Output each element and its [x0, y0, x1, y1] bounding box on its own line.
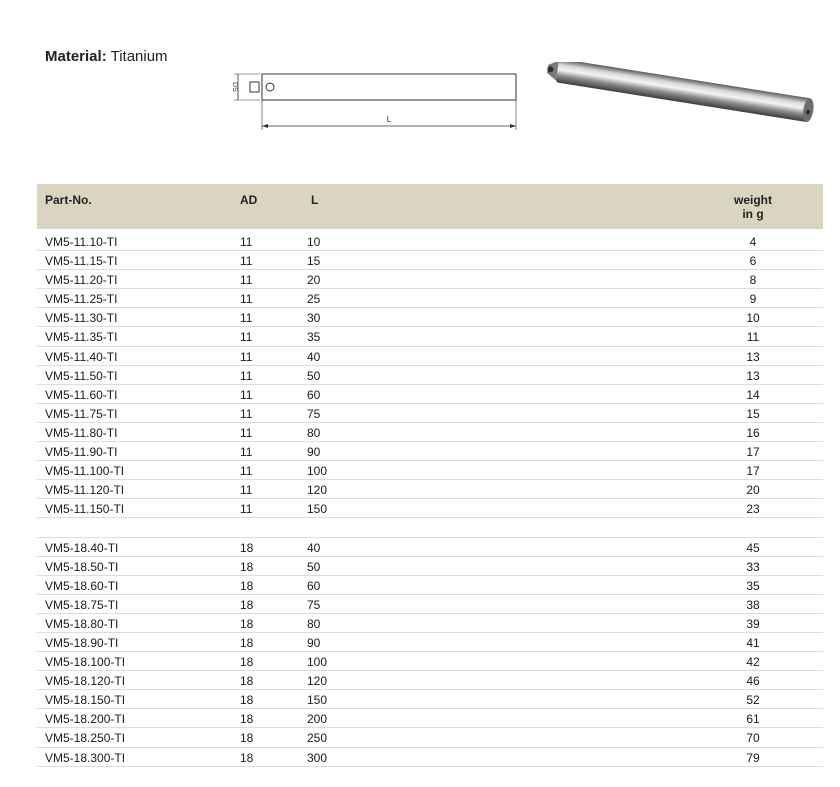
technical-drawing [222, 66, 522, 136]
table-header [37, 184, 823, 229]
cell-l: 90 [307, 445, 321, 460]
table-row [37, 595, 823, 614]
cell-l: 150 [307, 502, 328, 517]
stylus-drawing-svg [222, 66, 522, 136]
cell-ad: 18 [240, 635, 254, 650]
cell-part-no: VM5-11.90-TI [45, 445, 118, 460]
cell-weight: 38 [746, 597, 760, 612]
table-row [37, 270, 823, 289]
l-arrow-left [262, 124, 268, 128]
cell-l: 150 [307, 693, 328, 708]
table-row [37, 728, 823, 747]
header-ad: AD [240, 193, 258, 207]
material-value: Titanium [110, 48, 168, 65]
cell-part-no: VM5-11.30-TI [45, 311, 118, 326]
cell-ad: 18 [240, 578, 254, 593]
cell-part-no: VM5-18.200-TI [45, 712, 126, 727]
cell-part-no: VM5-18.60-TI [45, 578, 119, 593]
cell-weight: 16 [746, 425, 760, 440]
cell-ad: 18 [240, 540, 254, 555]
cell-weight: 52 [746, 693, 760, 708]
cell-ad: 18 [240, 674, 254, 689]
cell-l: 80 [307, 616, 321, 631]
cell-ad: 11 [240, 483, 253, 498]
table-row [37, 385, 823, 404]
cell-weight: 11 [746, 330, 760, 345]
cell-part-no: VM5-18.50-TI [45, 559, 119, 574]
cell-part-no: VM5-18.150-TI [45, 693, 126, 708]
cell-ad: 11 [240, 292, 253, 307]
header-l: L [311, 193, 319, 207]
cell-l: 20 [307, 273, 321, 288]
cell-weight: 9 [749, 292, 757, 307]
cell-l: 200 [307, 712, 328, 727]
table-row [37, 690, 823, 709]
cell-part-no: VM5-18.75-TI [45, 597, 119, 612]
cell-ad: 11 [240, 330, 253, 345]
table-row [37, 538, 823, 557]
cell-l: 35 [307, 330, 321, 345]
cell-weight: 45 [746, 540, 760, 555]
photo-rod [556, 62, 813, 122]
cell-weight: 6 [749, 254, 757, 269]
cell-ad: 18 [240, 712, 254, 727]
cell-weight: 39 [746, 616, 760, 631]
cell-part-no: VM5-11.120-TI [45, 483, 125, 498]
cell-part-no: VM5-11.50-TI [45, 368, 118, 383]
cell-ad: 18 [240, 655, 254, 670]
cell-weight: 70 [746, 731, 760, 746]
cell-ad: 11 [240, 464, 253, 479]
cell-weight: 20 [746, 483, 760, 498]
cell-ad: 18 [240, 559, 254, 574]
cell-l: 75 [307, 406, 321, 421]
table-spacer-row [37, 518, 823, 537]
cell-l: 50 [307, 559, 321, 574]
cell-l: 120 [307, 674, 328, 689]
cell-weight: 33 [746, 559, 760, 574]
cell-ad: 18 [240, 731, 254, 746]
cell-l: 300 [307, 750, 328, 765]
table-row [37, 308, 823, 327]
cell-weight: 10 [746, 311, 760, 326]
cell-part-no: VM5-11.25-TI [45, 292, 118, 307]
cell-weight: 13 [746, 368, 760, 383]
table-row [37, 327, 823, 346]
product-photo [540, 62, 820, 142]
cell-part-no: VM5-11.75-TI [45, 406, 118, 421]
cell-weight: 61 [746, 712, 760, 727]
cell-weight: 13 [746, 349, 760, 364]
table-body [37, 232, 823, 767]
cell-part-no: VM5-11.150-TI [45, 502, 125, 517]
cell-part-no: VM5-18.100-TI [45, 655, 126, 670]
cell-l: 100 [307, 655, 328, 670]
table-row [37, 557, 823, 576]
cell-part-no: VM5-11.100-TI [45, 464, 125, 479]
l-label: L [386, 115, 392, 124]
table-row [37, 633, 823, 652]
header-part-no: Part-No. [45, 193, 92, 207]
cell-ad: 11 [240, 273, 253, 288]
cell-weight: 35 [746, 578, 760, 593]
cell-ad: 11 [240, 406, 253, 421]
cell-weight: 17 [746, 464, 760, 479]
cell-ad: 11 [240, 235, 253, 249]
cell-ad: 11 [240, 368, 253, 383]
cell-l: 60 [307, 387, 321, 402]
header-weight-line1: weight [734, 193, 772, 207]
cell-l: 80 [307, 425, 321, 440]
cell-l: 30 [307, 311, 321, 326]
cell-part-no: VM5-11.40-TI [45, 349, 118, 364]
cell-ad: 11 [240, 254, 253, 269]
drawing-body [262, 74, 516, 100]
table-row [37, 289, 823, 308]
cell-ad: 11 [240, 349, 253, 364]
cell-ad: 11 [240, 311, 253, 326]
table-row [37, 366, 823, 385]
material-line [45, 48, 168, 65]
cell-l: 10 [307, 235, 321, 249]
cell-part-no: VM5-18.80-TI [45, 616, 119, 631]
cell-ad: 11 [240, 445, 253, 460]
cell-weight: 41 [746, 635, 760, 650]
cell-part-no: VM5-18.120-TI [45, 674, 126, 689]
table-row [37, 251, 823, 270]
table-row [37, 480, 823, 499]
cell-weight: 23 [746, 502, 760, 517]
cell-l: 60 [307, 578, 321, 593]
ds-label: DS [231, 82, 238, 92]
cell-l: 25 [307, 292, 321, 307]
table-row [37, 423, 823, 442]
cell-weight: 8 [749, 273, 757, 288]
cell-l: 120 [307, 483, 328, 498]
table-row [37, 461, 823, 480]
cell-ad: 18 [240, 616, 254, 631]
table-row [37, 232, 823, 251]
cell-l: 50 [307, 368, 321, 383]
cell-part-no: VM5-11.80-TI [45, 425, 118, 440]
cell-l: 100 [307, 464, 328, 479]
table-row [37, 614, 823, 633]
cell-part-no: VM5-18.300-TI [45, 750, 126, 765]
table-row [37, 404, 823, 423]
drawing-tip [250, 82, 259, 92]
cell-weight: 15 [746, 406, 760, 421]
table-row [37, 442, 823, 461]
cell-part-no: VM5-18.250-TI [45, 731, 126, 746]
cell-l: 250 [307, 731, 328, 746]
cell-ad: 18 [240, 750, 254, 765]
cell-l: 40 [307, 349, 321, 364]
cell-weight: 17 [746, 445, 760, 460]
cell-l: 75 [307, 597, 321, 612]
cell-part-no: VM5-11.10-TI [45, 235, 118, 249]
cell-part-no: VM5-11.15-TI [45, 254, 118, 269]
table-row [37, 709, 823, 728]
cell-ad: 11 [240, 387, 253, 402]
header-weight [723, 193, 783, 221]
cell-l: 15 [307, 254, 321, 269]
cell-ad: 11 [240, 425, 253, 440]
cell-ad: 18 [240, 597, 254, 612]
cell-l: 90 [307, 635, 321, 650]
table-row [37, 748, 823, 767]
drawing-hole [266, 83, 274, 91]
table-row [37, 652, 823, 671]
cell-part-no: VM5-11.60-TI [45, 387, 118, 402]
cell-weight: 79 [746, 750, 760, 765]
cell-ad: 18 [240, 693, 254, 708]
l-arrow-right [510, 124, 516, 128]
cell-weight: 46 [746, 674, 760, 689]
header-weight-line2: in g [742, 207, 764, 221]
table-row [37, 347, 823, 366]
cell-l: 40 [307, 540, 321, 555]
table-row [37, 576, 823, 595]
material-label: Material: [45, 48, 107, 65]
cell-part-no: VM5-11.20-TI [45, 273, 118, 288]
cell-part-no: VM5-18.90-TI [45, 635, 119, 650]
cell-part-no: VM5-18.40-TI [45, 540, 119, 555]
cell-weight: 4 [749, 235, 757, 249]
table-row [37, 671, 823, 690]
cell-weight: 42 [746, 655, 760, 670]
stylus-photo-svg [540, 62, 820, 142]
cell-weight: 14 [746, 387, 760, 402]
cell-part-no: VM5-11.35-TI [45, 330, 118, 345]
cell-ad: 11 [240, 502, 253, 517]
table-row [37, 499, 823, 518]
